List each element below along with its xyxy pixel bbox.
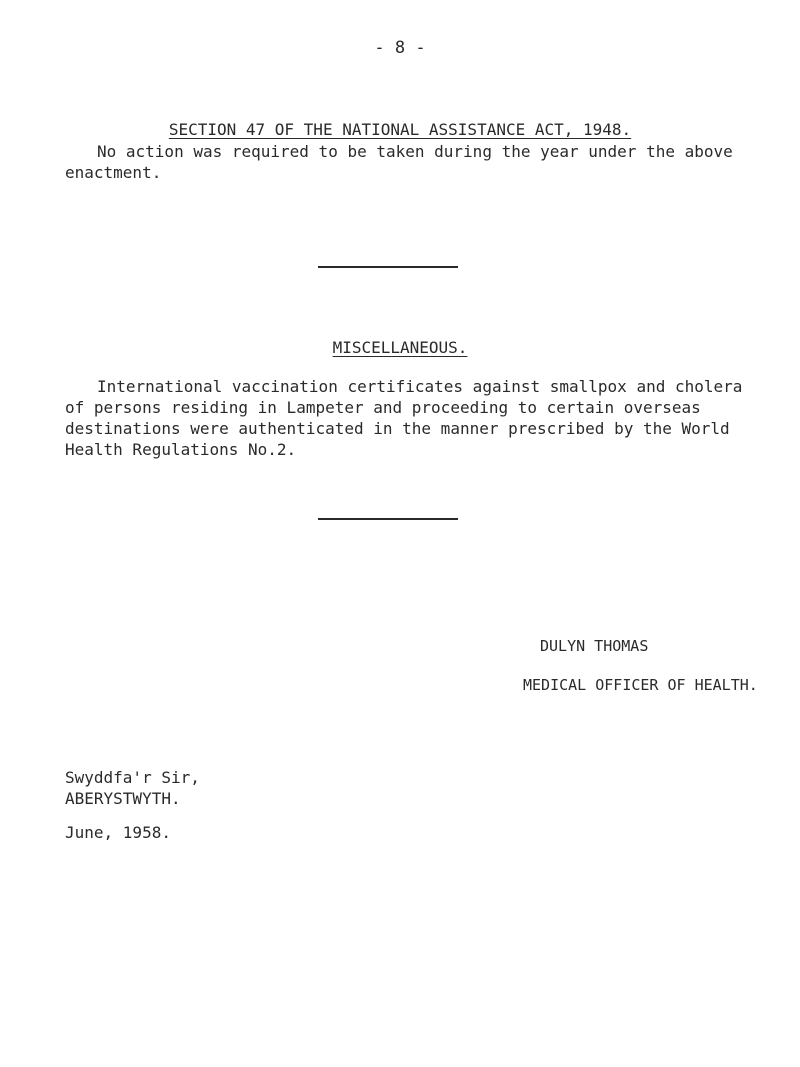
divider-rule-1 — [318, 266, 458, 268]
section-paragraph: No action was required to be taken during the year under the above enactment. — [65, 142, 733, 182]
document-date: June, 1958. — [65, 823, 171, 842]
signatory-name: DULYN THOMAS — [540, 637, 649, 655]
miscellaneous-heading: MISCELLANEOUS. — [332, 338, 468, 357]
address-line-2: ABERYSTWYTH. — [65, 789, 181, 808]
divider-rule-2 — [318, 518, 458, 520]
miscellaneous-paragraph: International vaccination certificates against smallpox and cholera of persons residing in Lampeter and proceeding to certain overseas destinations were authenticated in the manner prescribed by the World Health Regulations No.2. — [65, 377, 743, 459]
address-line-1: Swyddfa'r Sir, — [65, 768, 200, 787]
page-number: - 8 - — [374, 38, 426, 58]
signatory-title: MEDICAL OFFICER OF HEALTH. — [523, 676, 758, 694]
section-heading: SECTION 47 OF THE NATIONAL ASSISTANCE ACT, 1948. — [168, 120, 632, 139]
